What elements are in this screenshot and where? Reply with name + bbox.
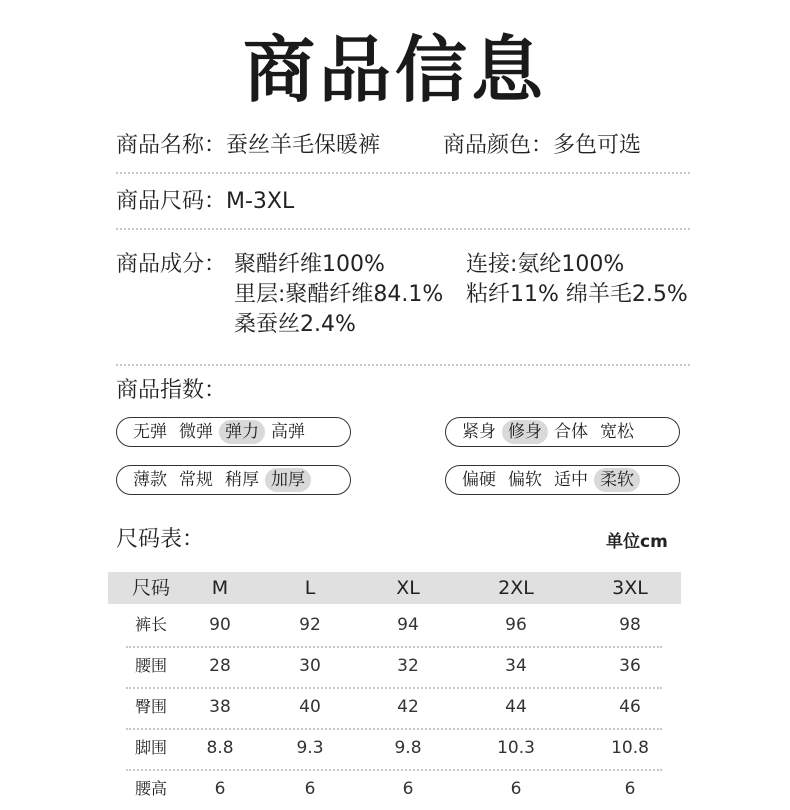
index-label: 商品指数： <box>116 378 227 403</box>
product-color-row <box>443 131 641 161</box>
scale-option: 合体 <box>554 422 588 442</box>
table-row-label: 脚围 <box>134 738 167 757</box>
scale-option: 适中 <box>554 470 588 490</box>
table-header-cell: L <box>304 577 316 599</box>
table-header-cell: 尺码 <box>131 577 170 599</box>
scale-option: 无弹 <box>133 422 167 442</box>
scale-option-selected: 修身 <box>502 420 548 444</box>
composition-line2-right: 粘纤11% 绵羊毛2.5% <box>466 282 688 307</box>
scale-option-selected: 加厚 <box>265 468 311 492</box>
table-cell: 30 <box>299 656 321 676</box>
table-cell: 34 <box>505 656 527 676</box>
divider <box>116 172 690 174</box>
divider <box>116 228 690 230</box>
row-divider <box>126 687 662 689</box>
scale-option: 紧身 <box>462 422 496 442</box>
table-cell: 42 <box>397 697 419 717</box>
table-cell: 6 <box>624 779 636 799</box>
table-cell: 6 <box>214 779 226 799</box>
table-row-label: 裤长 <box>134 615 167 634</box>
table-cell: 9.8 <box>394 738 422 758</box>
product-color-label: 商品颜色： <box>443 133 554 158</box>
table-cell: 46 <box>619 697 641 717</box>
scale-option: 稍厚 <box>225 470 259 490</box>
table-header-cell: 2XL <box>498 577 534 599</box>
table-cell: 9.3 <box>296 738 324 758</box>
table-cell: 8.8 <box>206 738 234 758</box>
elasticity-scale <box>116 417 351 447</box>
thickness-scale <box>116 465 351 495</box>
table-cell: 10.8 <box>611 738 649 758</box>
product-size-value: M-3XL <box>226 189 295 214</box>
table-cell: 94 <box>397 615 419 635</box>
product-name-row <box>116 131 380 161</box>
scale-option-selected: 柔软 <box>594 468 640 492</box>
scale-option: 常规 <box>179 470 213 490</box>
scale-option: 宽松 <box>600 422 634 442</box>
table-header-cell: XL <box>396 577 420 599</box>
table-cell: 44 <box>505 697 527 717</box>
table-cell: 32 <box>397 656 419 676</box>
row-divider <box>126 646 662 648</box>
table-cell: 6 <box>304 779 316 799</box>
table-cell: 90 <box>209 615 231 635</box>
product-color-value: 多色可选 <box>553 133 642 158</box>
product-name-label: 商品名称： <box>116 133 227 158</box>
scale-option: 偏硬 <box>462 470 496 490</box>
table-cell: 36 <box>619 656 641 676</box>
composition-label: 商品成分： <box>116 252 227 277</box>
table-cell: 38 <box>209 697 231 717</box>
composition-line3: 桑蚕丝2.4% <box>234 312 356 337</box>
table-cell: 40 <box>299 697 321 717</box>
size-chart-label: 尺码表： <box>116 527 205 552</box>
scale-option: 偏软 <box>508 470 542 490</box>
table-row-label: 腰高 <box>134 779 167 798</box>
scale-option: 薄款 <box>133 470 167 490</box>
product-name-value: 蚕丝羊毛保暖裤 <box>226 133 381 158</box>
composition-line2-left: 里层:聚醋纤维84.1% <box>234 282 444 307</box>
table-cell: 10.3 <box>497 738 535 758</box>
size-chart-unit: 单位cm <box>606 532 668 552</box>
table-cell: 92 <box>299 615 321 635</box>
table-header-cell: M <box>211 577 229 599</box>
scale-option: 微弹 <box>179 422 213 442</box>
page-title: 商品信息 <box>242 28 547 112</box>
scale-option: 高弹 <box>271 422 305 442</box>
composition-line1-left: 聚醋纤维100% <box>234 252 385 277</box>
table-cell: 96 <box>505 615 527 635</box>
product-size-label: 商品尺码： <box>116 189 227 214</box>
composition-line1-right: 连接:氨纶100% <box>466 252 625 277</box>
table-row-label: 腰围 <box>134 656 167 675</box>
fit-scale <box>445 417 680 447</box>
product-size-row <box>116 187 294 217</box>
row-divider <box>126 728 662 730</box>
table-row-label: 臀围 <box>134 697 167 716</box>
scale-option-selected: 弹力 <box>219 420 265 444</box>
table-cell: 6 <box>510 779 522 799</box>
row-divider <box>126 769 662 771</box>
table-cell: 6 <box>402 779 414 799</box>
table-cell: 28 <box>209 656 231 676</box>
softness-scale <box>445 465 680 495</box>
table-cell: 98 <box>619 615 641 635</box>
table-header-cell: 3XL <box>612 577 648 599</box>
divider <box>116 364 690 366</box>
